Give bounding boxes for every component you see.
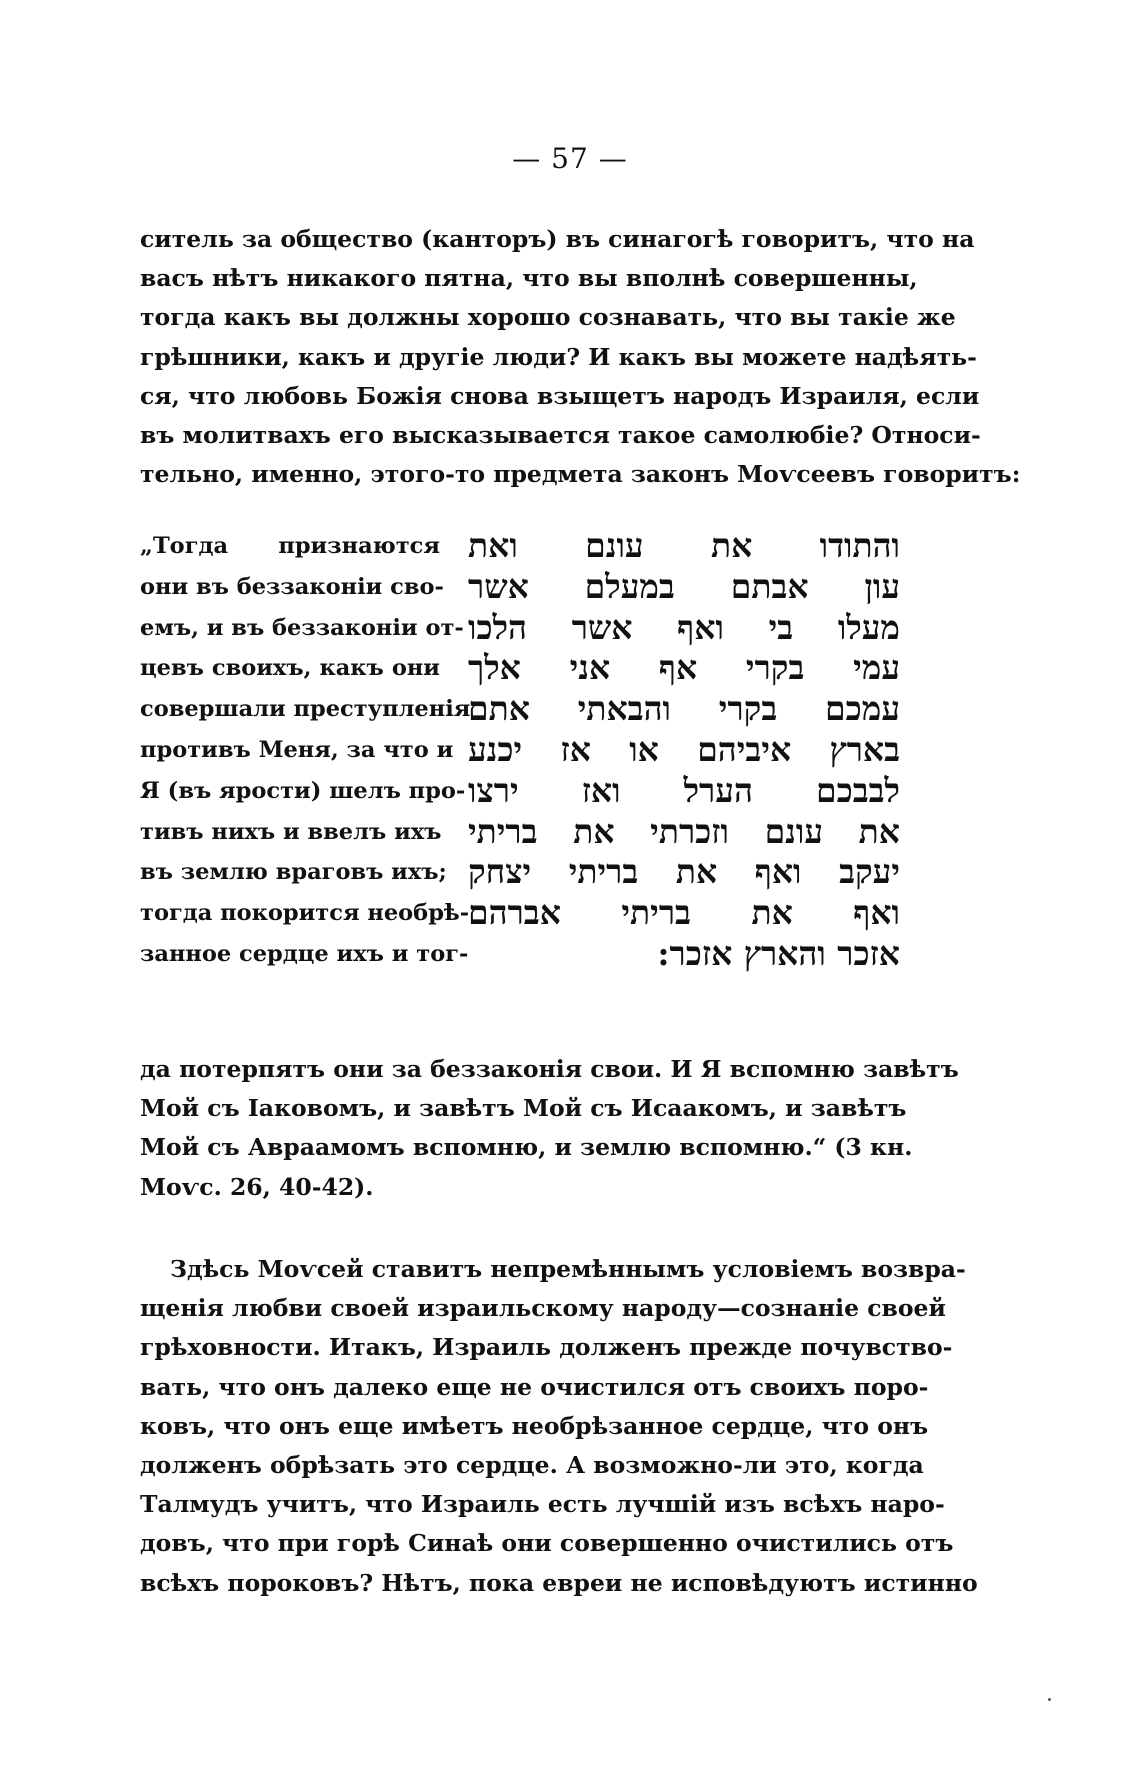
text-line: васъ нѣтъ никакого пятна, что вы вполнѣ совершенны, <box>140 264 918 293</box>
quote-line-hebrew: עון אבתם במעלם אשר <box>468 566 900 606</box>
text-line: Талмудъ учитъ, что Израиль есть лучшій изъ всѣхъ наро- <box>140 1490 945 1519</box>
quote-hebrew-column <box>468 526 900 975</box>
quote-line-hebrew: מעלו בי ואף אשר הלכו <box>468 607 900 647</box>
text-line: въ молитвахъ его высказывается такое самолюбіе? Относи- <box>140 420 981 449</box>
quote-line-hebrew: לבבכם הערל ואז ירצו <box>468 770 900 810</box>
paragraph-top <box>140 220 1021 494</box>
quote-line-russian: Я (въ ярости) шелъ про- <box>140 777 466 804</box>
text-line: ся, что любовь Божія снова взыщетъ народъ Израиля, если <box>140 381 980 410</box>
quote-line-hebrew: עמי בקרי אף אני אלך <box>468 648 900 688</box>
page-number: — 57 — <box>512 142 628 175</box>
quote-line-hebrew: והתודו את עונם ואת <box>468 526 900 565</box>
quote-line-russian: занное сердце ихъ и тог- <box>140 940 469 967</box>
text-line: да потерпятъ они за беззаконія свои. И Я вспомню завѣтъ <box>140 1055 959 1083</box>
quote-line-russian: противъ Меня, за что и <box>140 736 454 763</box>
quote-line-russian: „Тогда признаются <box>140 533 440 559</box>
text-line: всѣхъ пороковъ? Нѣтъ, пока евреи не исповѣдуютъ истинно <box>140 1568 978 1597</box>
quote-line-russian: въ землю враговъ ихъ; <box>140 859 447 886</box>
text-line: ковъ, что онъ еще имѣетъ необрѣзанное сердце, что онъ <box>140 1411 929 1440</box>
quote-russian-column <box>140 526 471 975</box>
quote-line-hebrew: את עונם וזכרתי את בריתי <box>468 811 900 851</box>
quote-line-russian: тивъ нихъ и ввелъ ихъ <box>140 818 442 845</box>
text-line: тогда какъ вы должны хорошо сознавать, что вы такіе же <box>140 303 956 332</box>
text-line: Моѵс. 26, 40-42). <box>140 1172 374 1201</box>
text-line: тельно, именно, этого-то предмета законъ Моѵсеевъ говоритъ: <box>140 460 1021 489</box>
quote-line-hebrew: עמכם בקרי והבאתי אתם <box>468 689 900 729</box>
quote-continuation <box>140 1050 959 1207</box>
text-line: грѣшники, какъ и другіе люди? И какъ вы можете надѣять- <box>140 342 977 371</box>
text-line: Мой съ Іаковомъ, и завѣтъ Мой съ Исаакомъ, и завѣтъ <box>140 1094 907 1123</box>
quote-line-russian: цевъ своихъ, какъ они <box>140 655 440 682</box>
quote-line-russian: тогда покорится необрѣ- <box>140 900 470 927</box>
text-line: вать, что онъ далеко еще не очистился отъ своихъ поро- <box>140 1372 929 1401</box>
text-line: Здѣсь Моѵсей ставитъ непремѣннымъ условіемъ возвра- <box>170 1255 966 1283</box>
text-line: ситель за общество (канторъ) въ синагогѣ говоритъ, что на <box>140 225 975 253</box>
quote-line-russian: емъ, и въ беззаконіи от- <box>140 614 464 641</box>
quote-line-hebrew: אזכר והארץ אזכר: <box>657 933 900 973</box>
quote-line-russian: они въ беззаконіи сво- <box>140 573 444 600</box>
text-line: Мой съ Авраамомъ вспомню, и землю вспомню.“ (3 кн. <box>140 1133 913 1162</box>
text-line: долженъ обрѣзать это сердце. А возможно-ли это, когда <box>140 1450 924 1479</box>
quote-line-hebrew: בארץ איביהם או אז יכנע <box>468 729 900 769</box>
quote-line-hebrew: יעקב ואף את בריתי יצחק <box>468 852 900 892</box>
text-line: щенія любви своей израильскому народу—сознаніе своей <box>140 1294 946 1323</box>
text-line: довъ, что при горѣ Синаѣ они совершенно очистились отъ <box>140 1529 954 1558</box>
paragraph-bottom <box>140 1250 978 1603</box>
quote-line-russian: совершали преступленія <box>140 696 471 723</box>
quote-line-hebrew: ואף את בריתי אברהם <box>468 893 900 933</box>
scan-speck <box>1048 1698 1051 1701</box>
text-line: грѣховности. Итакъ, Израиль долженъ прежде почувство- <box>140 1333 953 1362</box>
